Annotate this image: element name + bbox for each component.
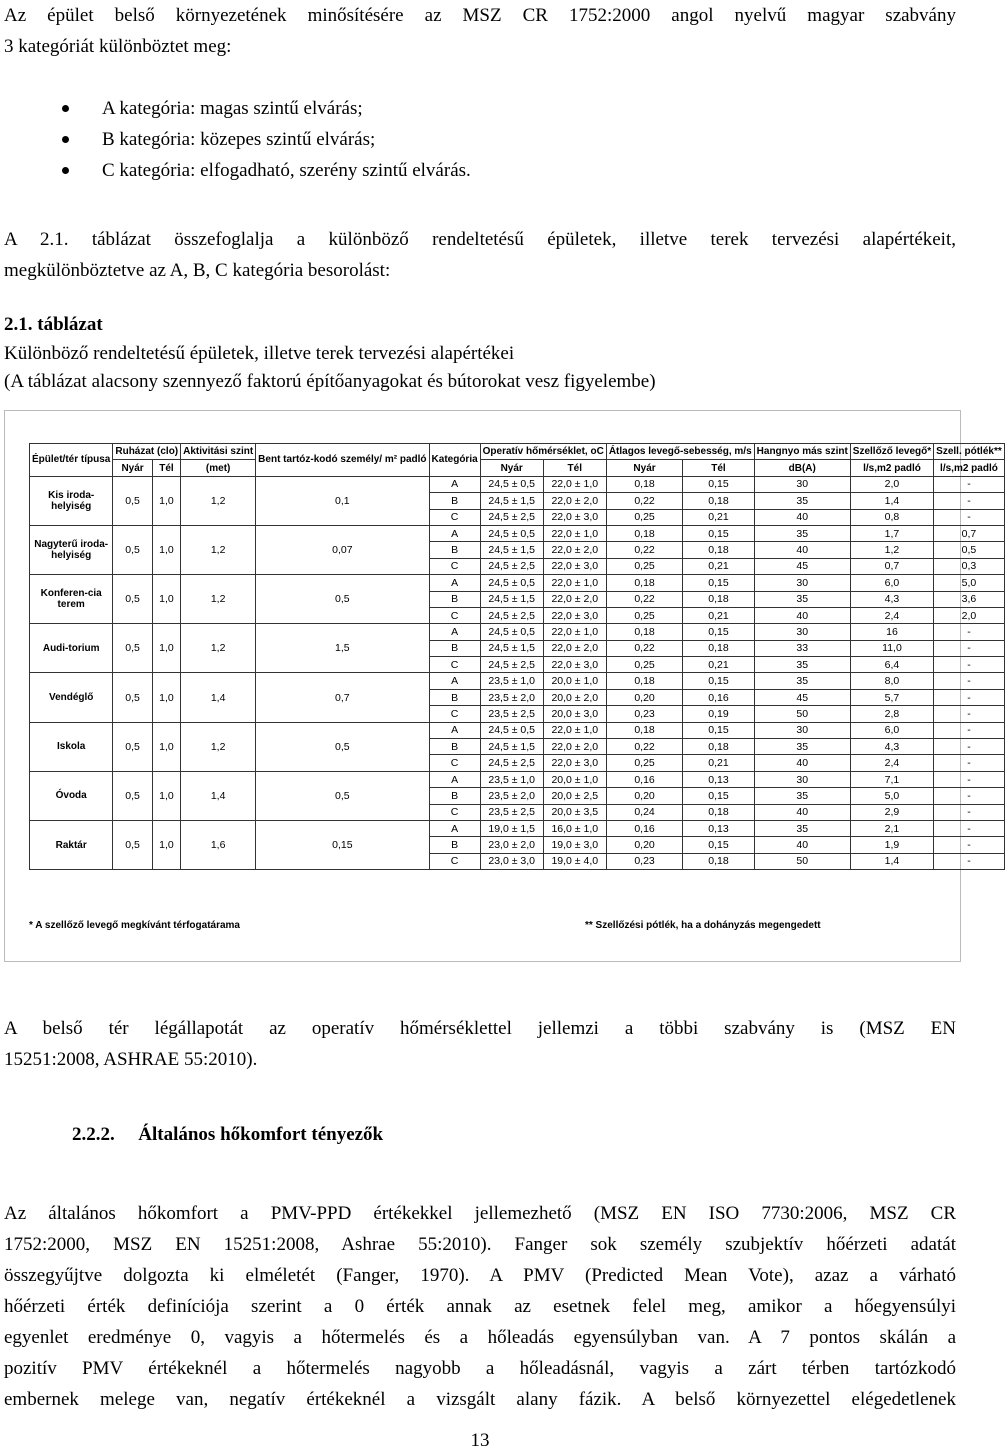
airspeed-winter-cell: 0,15 [683, 673, 754, 689]
operative-summer-cell: 23,5 ± 2,0 [480, 689, 543, 705]
clo-winter-cell: 1,0 [152, 624, 180, 673]
noise-cell: 33 [754, 640, 850, 656]
extra-ventilation-cell: 2,0 [934, 607, 1005, 623]
extra-ventilation-cell: 5,0 [934, 575, 1005, 591]
extra-ventilation-cell: - [934, 755, 1005, 771]
body-line: 1752:2000, MSZ EN 15251:2008, Ashrae 55:2010). Fanger sok személy szubjektív hőérzeti adatát [4, 1234, 956, 1255]
operative-winter-cell: 22,0 ± 2,0 [543, 591, 606, 607]
building-type-cell: Konferen-cia terem [30, 575, 113, 624]
airspeed-summer-cell: 0,22 [606, 591, 682, 607]
airspeed-summer-cell: 0,20 [606, 788, 682, 804]
operative-summer-cell: 24,5 ± 0,5 [480, 624, 543, 640]
ventilation-cell: 1,9 [850, 837, 933, 853]
category-cell: A [429, 820, 480, 836]
ventilation-cell: 16 [850, 624, 933, 640]
operative-winter-cell: 22,0 ± 2,0 [543, 493, 606, 509]
operative-winter-cell: 20,0 ± 2,0 [543, 689, 606, 705]
extra-ventilation-cell: - [934, 739, 1005, 755]
operative-winter-cell: 19,0 ± 4,0 [543, 853, 606, 869]
operative-winter-cell: 22,0 ± 3,0 [543, 657, 606, 673]
operative-summer-cell: 24,5 ± 2,5 [480, 607, 543, 623]
ventilation-cell: 4,3 [850, 591, 933, 607]
ventilation-cell: 1,4 [850, 853, 933, 869]
airspeed-summer-cell: 0,25 [606, 755, 682, 771]
clo-winter-cell: 1,0 [152, 476, 180, 525]
header-building: Épület/tér típusa [30, 444, 113, 477]
table-footnote-2: ** Szellőzési pótlék, ha a dohányzás megengedett [585, 920, 821, 931]
extra-ventilation-cell: - [934, 493, 1005, 509]
noise-cell: 40 [754, 607, 850, 623]
noise-cell: 35 [754, 657, 850, 673]
ventilation-cell: 2,4 [850, 607, 933, 623]
operative-summer-cell: 23,5 ± 2,0 [480, 788, 543, 804]
airspeed-summer-cell: 0,18 [606, 575, 682, 591]
body-line: Az általános hőkomfort a PMV-PPD értékekkel jellemezhető (MSZ EN ISO 7730:2006, MSZ CR [4, 1203, 956, 1224]
clo-summer-cell: 0,5 [113, 820, 152, 869]
category-cell: A [429, 771, 480, 787]
table-row [30, 575, 1005, 591]
operative-winter-cell: 22,0 ± 3,0 [543, 558, 606, 574]
airspeed-summer-cell: 0,20 [606, 837, 682, 853]
airspeed-summer-cell: 0,25 [606, 657, 682, 673]
airspeed-summer-cell: 0,20 [606, 689, 682, 705]
header-occupancy: Bent tartóz-kodó személy/ m² padló [256, 444, 429, 477]
noise-cell: 30 [754, 624, 850, 640]
table-caption-label: 2.1. táblázat [4, 314, 103, 335]
category-cell: C [429, 657, 480, 673]
header-dba: dB(A) [754, 460, 850, 476]
building-type-cell: Iskola [30, 722, 113, 771]
header-category: Kategória [429, 444, 480, 477]
ventilation-cell: 6,0 [850, 722, 933, 738]
operative-winter-cell: 19,0 ± 3,0 [543, 837, 606, 853]
ventilation-cell: 6,0 [850, 575, 933, 591]
operative-summer-cell: 24,5 ± 0,5 [480, 525, 543, 541]
table-row [30, 722, 1005, 738]
noise-cell: 35 [754, 820, 850, 836]
clo-summer-cell: 0,5 [113, 476, 152, 525]
category-cell: B [429, 493, 480, 509]
category-cell: C [429, 755, 480, 771]
section-number: 2.2.2. [72, 1124, 115, 1145]
table-row [30, 673, 1005, 689]
table-body [30, 476, 1005, 869]
operative-winter-cell: 20,0 ± 3,0 [543, 706, 606, 722]
header-clothing: Ruházat (clo) [113, 444, 181, 460]
operative-line-2: 15251:2008, ASHRAE 55:2010). [4, 1049, 258, 1070]
body-line: hőérzeti érték definíciója szerint a 0 érték annak az esetnek felel meg, amikor a hőegyensúlyi [4, 1296, 956, 1317]
operative-summer-cell: 23,5 ± 2,5 [480, 804, 543, 820]
met-cell: 1,2 [181, 575, 256, 624]
airspeed-winter-cell: 0,19 [683, 706, 754, 722]
operative-winter-cell: 20,0 ± 1,0 [543, 771, 606, 787]
operative-winter-cell: 22,0 ± 3,0 [543, 509, 606, 525]
operative-summer-cell: 19,0 ± 1,5 [480, 820, 543, 836]
airspeed-winter-cell: 0,15 [683, 722, 754, 738]
header-extra: Szell. pótlék** [934, 444, 1005, 460]
operative-winter-cell: 22,0 ± 1,0 [543, 476, 606, 492]
ventilation-cell: 6,4 [850, 657, 933, 673]
clo-summer-cell: 0,5 [113, 673, 152, 722]
noise-cell: 35 [754, 591, 850, 607]
airspeed-winter-cell: 0,15 [683, 525, 754, 541]
occupancy-cell: 0,15 [256, 820, 429, 869]
operative-summer-cell: 24,5 ± 1,5 [480, 640, 543, 656]
met-cell: 1,2 [181, 722, 256, 771]
airspeed-summer-cell: 0,23 [606, 706, 682, 722]
extra-ventilation-cell: 0,3 [934, 558, 1005, 574]
airspeed-winter-cell: 0,13 [683, 820, 754, 836]
body-line: embernek melege van, negatív értékeknél a vizsgált alany fázik. A belső környezettel elégedetlenek [4, 1389, 956, 1410]
intro-line-2: 3 kategóriát különböztet meg: [4, 36, 232, 57]
category-cell: C [429, 558, 480, 574]
ventilation-cell: 0,7 [850, 558, 933, 574]
extra-ventilation-cell: - [934, 771, 1005, 787]
header-activity: Aktivitási szint [181, 444, 256, 460]
met-cell: 1,2 [181, 525, 256, 574]
operative-summer-cell: 24,5 ± 2,5 [480, 755, 543, 771]
met-cell: 1,4 [181, 771, 256, 820]
extra-ventilation-cell: - [934, 853, 1005, 869]
table-row [30, 624, 1005, 640]
clo-winter-cell: 1,0 [152, 525, 180, 574]
airspeed-summer-cell: 0,25 [606, 509, 682, 525]
noise-cell: 40 [754, 837, 850, 853]
occupancy-cell: 0,1 [256, 476, 429, 525]
category-cell: A [429, 624, 480, 640]
building-type-cell: Óvoda [30, 771, 113, 820]
airspeed-winter-cell: 0,16 [683, 689, 754, 705]
header-clo-summer: Nyár [113, 460, 152, 476]
header-extra-unit: l/s,m2 padló [934, 460, 1005, 476]
airspeed-winter-cell: 0,21 [683, 558, 754, 574]
ventilation-cell: 1,4 [850, 493, 933, 509]
airspeed-summer-cell: 0,18 [606, 673, 682, 689]
operative-winter-cell: 22,0 ± 1,0 [543, 525, 606, 541]
design-values-table [29, 443, 1005, 870]
extra-ventilation-cell: - [934, 640, 1005, 656]
extra-ventilation-cell: - [934, 804, 1005, 820]
building-type-cell: Audi-torium [30, 624, 113, 673]
noise-cell: 30 [754, 575, 850, 591]
airspeed-summer-cell: 0,24 [606, 804, 682, 820]
table-ref-line-2: megkülönböztetve az A, B, C kategória besorolást: [4, 260, 391, 281]
occupancy-cell: 0,7 [256, 673, 429, 722]
header-v-summer: Nyár [606, 460, 682, 476]
ventilation-cell: 1,7 [850, 525, 933, 541]
airspeed-winter-cell: 0,18 [683, 591, 754, 607]
operative-winter-cell: 22,0 ± 2,0 [543, 739, 606, 755]
airspeed-winter-cell: 0,15 [683, 624, 754, 640]
airspeed-winter-cell: 0,15 [683, 575, 754, 591]
category-cell: C [429, 706, 480, 722]
table-footnote-1: * A szellőző levegő megkívánt térfogatárama [29, 920, 240, 931]
category-cell: B [429, 837, 480, 853]
section-heading [72, 1119, 383, 1150]
extra-ventilation-cell: - [934, 509, 1005, 525]
airspeed-winter-cell: 0,13 [683, 771, 754, 787]
operative-summer-cell: 24,5 ± 0,5 [480, 722, 543, 738]
ventilation-cell: 2,0 [850, 476, 933, 492]
occupancy-cell: 0,5 [256, 722, 429, 771]
ventilation-cell: 7,1 [850, 771, 933, 787]
ventilation-cell: 4,3 [850, 739, 933, 755]
met-cell: 1,4 [181, 673, 256, 722]
noise-cell: 40 [754, 804, 850, 820]
airspeed-winter-cell: 0,18 [683, 493, 754, 509]
operative-summer-cell: 24,5 ± 1,5 [480, 493, 543, 509]
bullet-dot-icon [62, 105, 69, 112]
noise-cell: 35 [754, 493, 850, 509]
header-noise: Hangnyo más szint [754, 444, 850, 460]
category-cell: B [429, 591, 480, 607]
operative-summer-cell: 24,5 ± 2,5 [480, 558, 543, 574]
operative-summer-cell: 24,5 ± 1,5 [480, 542, 543, 558]
operative-summer-cell: 24,5 ± 1,5 [480, 739, 543, 755]
noise-cell: 40 [754, 755, 850, 771]
clo-winter-cell: 1,0 [152, 575, 180, 624]
noise-cell: 40 [754, 542, 850, 558]
airspeed-winter-cell: 0,21 [683, 607, 754, 623]
airspeed-summer-cell: 0,23 [606, 853, 682, 869]
operative-winter-cell: 20,0 ± 2,5 [543, 788, 606, 804]
scanned-table-image [4, 410, 1002, 962]
extra-ventilation-cell: - [934, 476, 1005, 492]
page-number: 13 [470, 1430, 490, 1451]
operative-summer-cell: 23,5 ± 1,0 [480, 771, 543, 787]
ventilation-cell: 2,1 [850, 820, 933, 836]
operative-summer-cell: 23,0 ± 3,0 [480, 853, 543, 869]
building-type-cell: Vendéglő [30, 673, 113, 722]
clo-summer-cell: 0,5 [113, 771, 152, 820]
operative-winter-cell: 22,0 ± 1,0 [543, 624, 606, 640]
airspeed-summer-cell: 0,25 [606, 607, 682, 623]
clo-summer-cell: 0,5 [113, 525, 152, 574]
header-operative: Operatív hőmérséklet, oC [480, 444, 606, 460]
operative-winter-cell: 22,0 ± 1,0 [543, 722, 606, 738]
category-cell: C [429, 804, 480, 820]
noise-cell: 45 [754, 558, 850, 574]
category-cell: C [429, 607, 480, 623]
category-cell: B [429, 640, 480, 656]
noise-cell: 35 [754, 525, 850, 541]
airspeed-winter-cell: 0,18 [683, 804, 754, 820]
airspeed-summer-cell: 0,18 [606, 525, 682, 541]
airspeed-winter-cell: 0,18 [683, 640, 754, 656]
noise-cell: 30 [754, 722, 850, 738]
extra-ventilation-cell: 3,6 [934, 591, 1005, 607]
table-caption-note: (A táblázat alacsony szennyező faktorú építőanyagokat és bútorokat vesz figyelembe) [4, 371, 656, 392]
extra-ventilation-cell: - [934, 706, 1005, 722]
operative-winter-cell: 22,0 ± 1,0 [543, 575, 606, 591]
airspeed-winter-cell: 0,15 [683, 476, 754, 492]
clo-winter-cell: 1,0 [152, 673, 180, 722]
extra-ventilation-cell: - [934, 673, 1005, 689]
operative-summer-cell: 24,5 ± 2,5 [480, 657, 543, 673]
ventilation-cell: 2,4 [850, 755, 933, 771]
occupancy-cell: 0,07 [256, 525, 429, 574]
operative-winter-cell: 22,0 ± 3,0 [543, 607, 606, 623]
operative-winter-cell: 22,0 ± 3,0 [543, 755, 606, 771]
extra-ventilation-cell: - [934, 624, 1005, 640]
building-type-cell: Raktár [30, 820, 113, 869]
airspeed-winter-cell: 0,21 [683, 509, 754, 525]
operative-winter-cell: 22,0 ± 2,0 [543, 640, 606, 656]
clo-summer-cell: 0,5 [113, 722, 152, 771]
occupancy-cell: 0,5 [256, 575, 429, 624]
operative-summer-cell: 24,5 ± 1,5 [480, 591, 543, 607]
category-cell: A [429, 722, 480, 738]
operative-summer-cell: 24,5 ± 0,5 [480, 476, 543, 492]
airspeed-summer-cell: 0,22 [606, 493, 682, 509]
category-cell: B [429, 542, 480, 558]
operative-summer-cell: 23,5 ± 1,0 [480, 673, 543, 689]
ventilation-cell: 1,2 [850, 542, 933, 558]
airspeed-winter-cell: 0,21 [683, 657, 754, 673]
table-row [30, 771, 1005, 787]
ventilation-cell: 5,7 [850, 689, 933, 705]
building-type-cell: Kis iroda-helyiség [30, 476, 113, 525]
intro-line-1: Az épület belső környezetének minősítésére az MSZ CR 1752:2000 angol nyelvű magyar szabvány [4, 5, 956, 26]
header-ventilation: Szellőző levegő* [850, 444, 933, 460]
clo-winter-cell: 1,0 [152, 820, 180, 869]
operative-summer-cell: 23,0 ± 2,0 [480, 837, 543, 853]
operative-summer-cell: 23,5 ± 2,5 [480, 706, 543, 722]
noise-cell: 35 [754, 739, 850, 755]
extra-ventilation-cell: - [934, 722, 1005, 738]
building-type-cell: Nagyterű iroda-helyiség [30, 525, 113, 574]
header-v-winter: Tél [683, 460, 754, 476]
section-title: Általános hőkomfort tényezők [138, 1124, 384, 1145]
extra-ventilation-cell: - [934, 657, 1005, 673]
clo-winter-cell: 1,0 [152, 722, 180, 771]
clo-winter-cell: 1,0 [152, 771, 180, 820]
table-caption-title: Különböző rendeltetésű épületek, illetve terek tervezési alapértékei [4, 343, 515, 364]
category-cell: A [429, 575, 480, 591]
header-vent-unit: l/s,m2 padló [850, 460, 933, 476]
airspeed-summer-cell: 0,22 [606, 640, 682, 656]
ventilation-cell: 5,0 [850, 788, 933, 804]
airspeed-summer-cell: 0,22 [606, 739, 682, 755]
airspeed-summer-cell: 0,16 [606, 771, 682, 787]
bullet-dot-icon [62, 167, 69, 174]
category-cell: B [429, 689, 480, 705]
extra-ventilation-cell: 0,5 [934, 542, 1005, 558]
extra-ventilation-cell: - [934, 837, 1005, 853]
header-met: (met) [181, 460, 256, 476]
body-line: egyenlet eredménye 0, vagyis a hőtermelés és a hőleadás egyensúlyban van. A 7 pontos skálán a [4, 1327, 956, 1348]
ventilation-cell: 8,0 [850, 673, 933, 689]
ventilation-cell: 0,8 [850, 509, 933, 525]
header-airspeed: Átlagos levegő-sebesség, m/s [606, 444, 754, 460]
category-cell: A [429, 476, 480, 492]
category-cell: C [429, 509, 480, 525]
extra-ventilation-cell: 0,7 [934, 525, 1005, 541]
operative-winter-cell: 22,0 ± 2,0 [543, 542, 606, 558]
category-cell: A [429, 673, 480, 689]
extra-ventilation-cell: - [934, 820, 1005, 836]
bullet-dot-icon [62, 136, 69, 143]
ventilation-cell: 2,9 [850, 804, 933, 820]
met-cell: 1,2 [181, 624, 256, 673]
category-cell: B [429, 739, 480, 755]
body-line: összegyűjtve dolgozta ki elméletét (Fanger, 1970). A PMV (Predicted Mean Vote), azaz a várható [4, 1265, 956, 1286]
operative-winter-cell: 20,0 ± 3,5 [543, 804, 606, 820]
airspeed-winter-cell: 0,18 [683, 542, 754, 558]
table-row [30, 820, 1005, 836]
airspeed-winter-cell: 0,15 [683, 788, 754, 804]
airspeed-winter-cell: 0,15 [683, 837, 754, 853]
noise-cell: 30 [754, 476, 850, 492]
ventilation-cell: 2,8 [850, 706, 933, 722]
operative-winter-cell: 20,0 ± 1,0 [543, 673, 606, 689]
operative-summer-cell: 24,5 ± 2,5 [480, 509, 543, 525]
body-line: pozitív PMV értékeknél a hőtermelés nagyobb a hőleadásnál, vagyis a zárt térben tartózkodó [4, 1358, 956, 1379]
airspeed-winter-cell: 0,18 [683, 853, 754, 869]
airspeed-winter-cell: 0,21 [683, 755, 754, 771]
operative-summer-cell: 24,5 ± 0,5 [480, 575, 543, 591]
airspeed-summer-cell: 0,18 [606, 722, 682, 738]
header-op-winter: Tél [543, 460, 606, 476]
clo-summer-cell: 0,5 [113, 624, 152, 673]
airspeed-winter-cell: 0,18 [683, 739, 754, 755]
ventilation-cell: 11,0 [850, 640, 933, 656]
noise-cell: 35 [754, 673, 850, 689]
noise-cell: 45 [754, 689, 850, 705]
airspeed-summer-cell: 0,16 [606, 820, 682, 836]
noise-cell: 35 [754, 788, 850, 804]
airspeed-summer-cell: 0,25 [606, 558, 682, 574]
airspeed-summer-cell: 0,18 [606, 476, 682, 492]
extra-ventilation-cell: - [934, 689, 1005, 705]
extra-ventilation-cell: - [934, 788, 1005, 804]
noise-cell: 40 [754, 509, 850, 525]
category-cell: A [429, 525, 480, 541]
noise-cell: 50 [754, 853, 850, 869]
category-cell: B [429, 788, 480, 804]
table-row [30, 476, 1005, 492]
met-cell: 1,2 [181, 476, 256, 525]
airspeed-summer-cell: 0,18 [606, 624, 682, 640]
table-ref-line-1: A 2.1. táblázat összefoglalja a különböző rendeltetésű épületek, illetve terek tervezési alapértékeit, [4, 229, 956, 250]
header-op-summer: Nyár [480, 460, 543, 476]
noise-cell: 50 [754, 706, 850, 722]
airspeed-summer-cell: 0,22 [606, 542, 682, 558]
clo-summer-cell: 0,5 [113, 575, 152, 624]
table-row [30, 525, 1005, 541]
occupancy-cell: 0,5 [256, 771, 429, 820]
met-cell: 1,6 [181, 820, 256, 869]
operative-winter-cell: 16,0 ± 1,0 [543, 820, 606, 836]
noise-cell: 30 [754, 771, 850, 787]
header-clo-winter: Tél [152, 460, 180, 476]
operative-line-1: A belső tér légállapotát az operatív hőmérséklettel jellemzi a többi szabvány is (MSZ EN [4, 1018, 956, 1039]
category-cell: C [429, 853, 480, 869]
occupancy-cell: 1,5 [256, 624, 429, 673]
